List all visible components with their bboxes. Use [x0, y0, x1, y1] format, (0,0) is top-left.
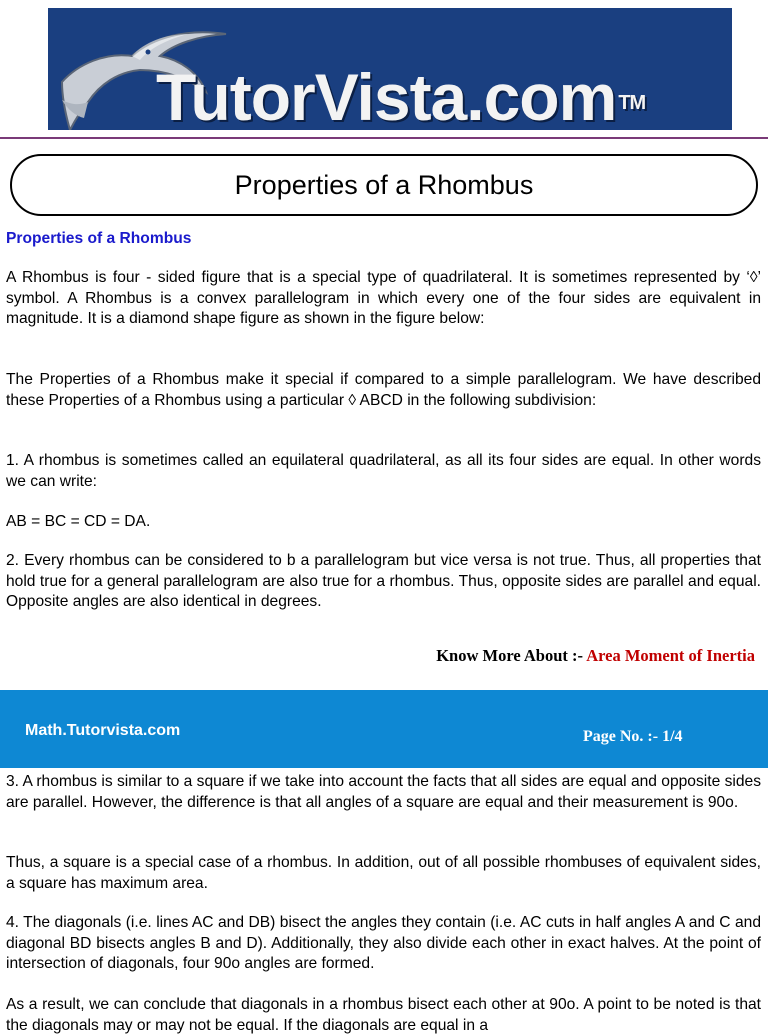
paragraph-property-1: 1. A rhombus is sometimes called an equilateral quadrilateral, as all its four sides are equal. In other words we can write: — [6, 452, 761, 490]
logo-text: TutorVista.com ™ — [156, 60, 646, 130]
paragraph-property-4: 4. The diagonals (i.e. lines AC and DB) bisect the angles they contain (i.e. AC cuts in half angles A and C and diagonal BD bisects angles B and D). Additionally, they also divide each other in exact halves. At the point of intersection of diagonals, four 90o angles are formed. — [6, 914, 761, 972]
paragraph-conclusion: As a result, we can conclude that diagonals in a rhombus bisect each other at 90o. A point to be noted is that the diagonals may or may not be equal. If the diagonals are equal in a — [6, 996, 761, 1034]
header-rule — [0, 137, 768, 139]
page-footer — [0, 690, 768, 768]
paragraph-square: Thus, a square is a special case of a rhombus. In addition, out of all possible rhombuses of equivalent sides, a square has maximum area. — [6, 854, 761, 892]
paragraph-intro: A Rhombus is four - sided figure that is a special type of quadrilateral. It is sometimes represented by ‘◊’ symbol. A Rhombus is a convex parallelogram in which every one of the four sides are equivalent in magnitude. It is a diamond shape figure as shown in the figure below: — [6, 269, 761, 327]
know-more-link[interactable]: Area Moment of Inertia — [586, 646, 755, 665]
paragraph-property-2: 2. Every rhombus can be considered to b a parallelogram but vice versa is not true. Thus, all properties that hold true for a general parallelogram are also true for a rhombus. Thus, opposite sides are parallel and equal. Opposite angles are also identical in degrees. — [6, 552, 761, 610]
title-box — [10, 154, 758, 216]
section-heading: Properties of a Rhombus — [6, 230, 192, 247]
paragraph-properties: The Properties of a Rhombus make it special if compared to a simple parallelogram. We have described these Properties of a Rhombus using a particular ◊ ABCD in the following subdivision: — [6, 371, 761, 409]
know-more-line — [436, 646, 755, 666]
footer-site: Math.Tutorvista.com — [25, 722, 181, 739]
paragraph-equation: AB = BC = CD = DA. — [6, 513, 151, 530]
paragraph-property-3: 3. A rhombus is similar to a square if we take into account the facts that all sides are equal and opposite sides are parallel. However, the difference is that all angles of a square are equal and their measurement is 90o. — [6, 773, 761, 811]
know-more-label: Know More About :- — [436, 646, 587, 665]
page-number: Page No. :- 1/4 — [583, 728, 683, 745]
page-title: Properties of a Rhombus — [234, 170, 534, 200]
tutorvista-logo — [48, 8, 732, 130]
trademark-mark: TM — [618, 92, 646, 114]
